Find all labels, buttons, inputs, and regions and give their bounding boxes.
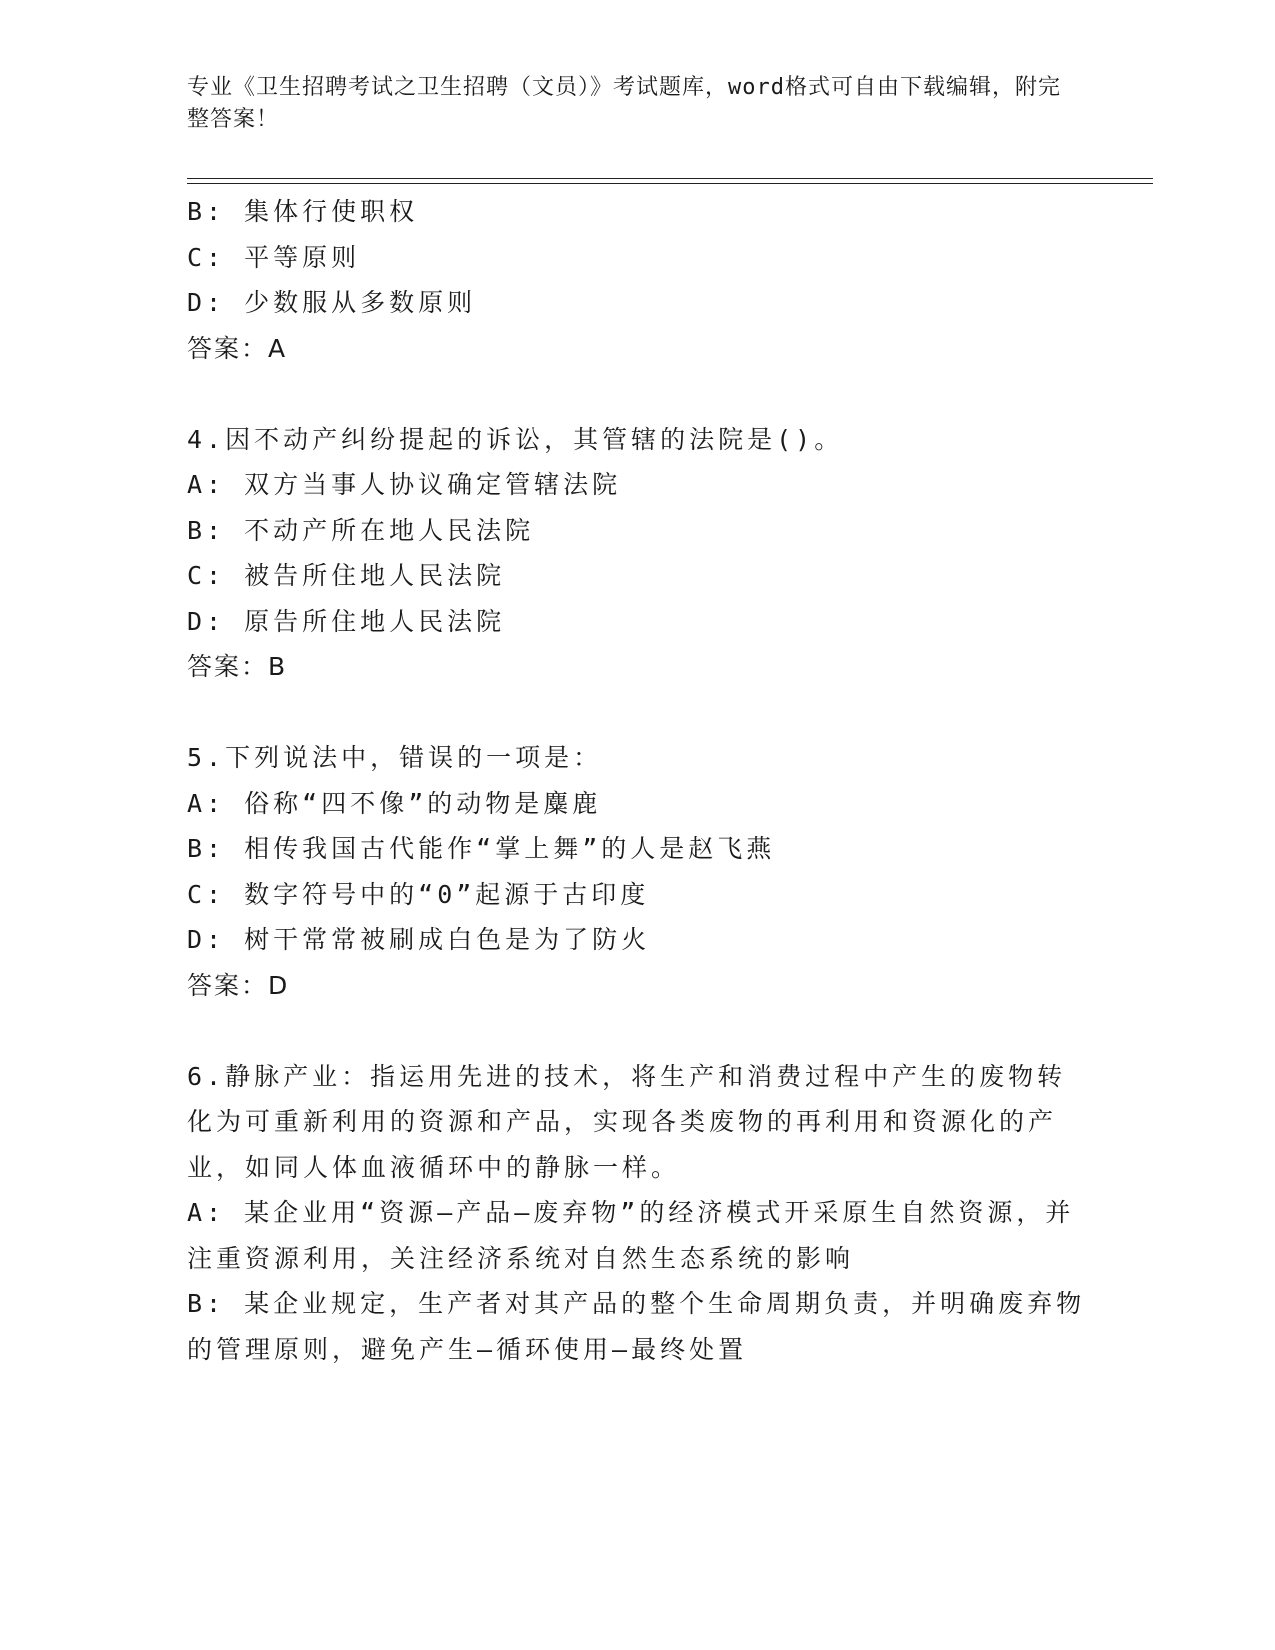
option-b: B: 集体行使职权 xyxy=(187,197,419,226)
question-5 xyxy=(187,735,1087,1008)
document-header: 专业《卫生招聘考试之卫生招聘（文员）》考试题库，word格式可自由下载编辑，附完整答案！ xyxy=(187,75,1061,132)
question-4 xyxy=(187,417,1087,690)
question-3 xyxy=(187,189,1087,371)
option-b: B: 不动产所在地人民法院 xyxy=(187,515,535,545)
question-stem: 6.静脉产业：指运用先进的技术，将生产和消费过程中产生的废物转化为可重新利用的资源和产品，实现各类废物的再利用和资源化的产业，如同人体血液循环中的静脉一样。 xyxy=(187,1061,1067,1182)
question-stem: 5.下列说法中，错误的一项是： xyxy=(187,743,603,772)
spacer xyxy=(187,1008,1087,1054)
header-rule-bottom xyxy=(187,183,1153,184)
spacer xyxy=(187,371,1087,417)
option-a: A: 某企业用“资源—产品—废弃物”的经济模式开采原生自然资源，并注重资源利用，关注经济系统对自然生态系统的影响 xyxy=(187,1198,1075,1273)
option-d: D: 树干常常被刷成白色是为了防火 xyxy=(187,925,651,954)
option-d: D: 少数服从多数原则 xyxy=(187,288,477,317)
option-c: C: 数字符号中的“0”起源于古印度 xyxy=(187,879,650,909)
question-list xyxy=(187,189,1087,1372)
spacer xyxy=(187,690,1087,736)
header-rule-top xyxy=(187,178,1153,179)
option-c: C: 被告所住地人民法院 xyxy=(187,561,506,590)
option-b: B: 某企业规定，生产者对其产品的整个生命周期负责，并明确废弃物的管理原则，避免产生—循环使用—最终处置 xyxy=(187,1289,1086,1364)
option-c: C: 平等原则 xyxy=(187,242,361,272)
option-d: D: 原告所住地人民法院 xyxy=(187,606,506,636)
option-b: B: 相传我国古代能作“掌上舞”的人是赵飞燕 xyxy=(187,834,776,863)
option-a: A: 俗称“四不像”的动物是麋鹿 xyxy=(187,788,602,818)
question-6 xyxy=(187,1054,1087,1373)
answer: 答案：D xyxy=(187,970,290,1000)
option-a: A: 双方当事人协议确定管辖法院 xyxy=(187,470,622,499)
question-stem: 4.因不动产纠纷提起的诉讼，其管辖的法院是()。 xyxy=(187,424,844,454)
answer: 答案：B xyxy=(187,652,288,681)
answer: 答案：A xyxy=(187,333,288,363)
